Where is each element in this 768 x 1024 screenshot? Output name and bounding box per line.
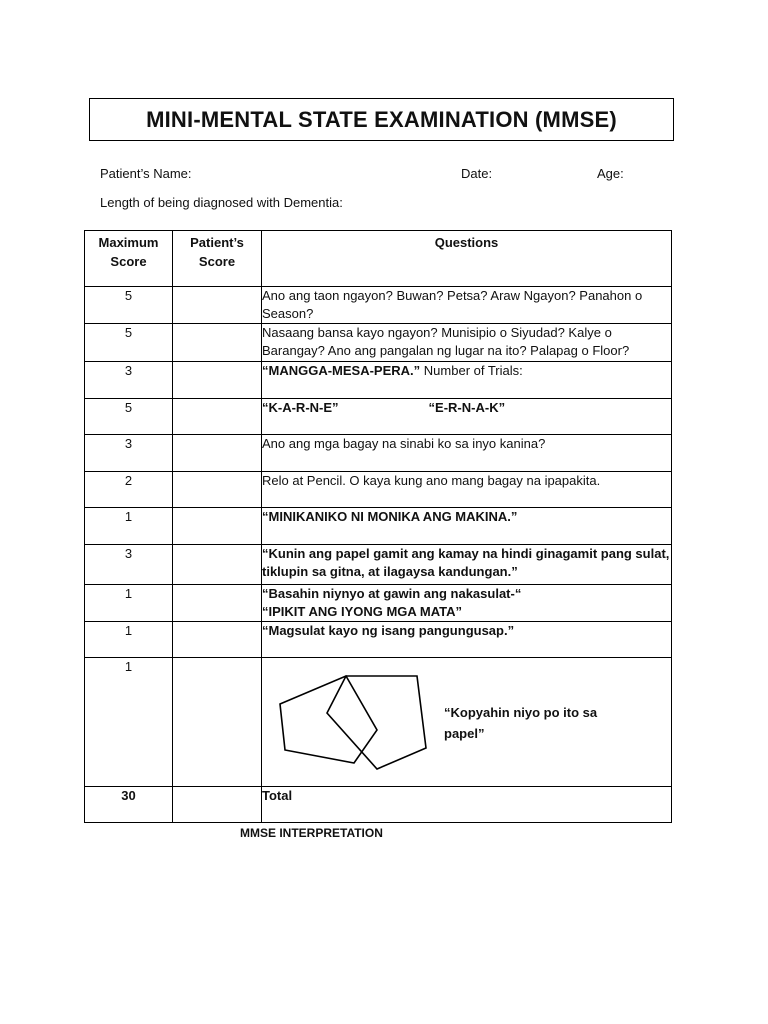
- table-row: [85, 508, 672, 545]
- trial-words: “MANGGA-MESA-PERA.”: [262, 363, 421, 378]
- spell-backward: “E-R-N-A-K”: [428, 400, 506, 415]
- max-score-cell: 3: [85, 545, 173, 585]
- mmse-table: [84, 230, 672, 823]
- patient-score-cell[interactable]: [173, 472, 262, 508]
- question-cell: Ano ang mga bagay na sinabi ko sa inyo kanina?: [262, 435, 672, 472]
- table-row: [85, 435, 672, 472]
- max-score-cell: 3: [85, 435, 173, 472]
- patient-score-cell[interactable]: [173, 362, 262, 399]
- max-score-cell: 5: [85, 287, 173, 324]
- question-cell: Nasaang bansa kayo ngayon? Munisipio o Siyudad? Kalye o Barangay? Ano ang pangalan ng lugar na ito? Palapag o Floor?: [262, 324, 672, 362]
- command-line: “IPIKIT ANG IYONG MGA MATA”: [262, 604, 463, 619]
- trial-count-label: Number of Trials:: [420, 363, 523, 378]
- question-cell: Relo at Pencil. O kaya kung ano mang bagay na ipapakita.: [262, 472, 672, 508]
- age-label: Age:: [597, 166, 624, 181]
- total-patient-score[interactable]: [173, 787, 262, 823]
- patient-score-cell[interactable]: [173, 658, 262, 787]
- max-score-cell: 2: [85, 472, 173, 508]
- diagnosis-length-label: Length of being diagnosed with Dementia:: [100, 195, 343, 210]
- table-row: [85, 399, 672, 435]
- question-cell: “MINIKANIKO NI MONIKA ANG MAKINA.”: [262, 508, 672, 545]
- header-questions: Questions: [262, 231, 672, 287]
- page-title: MINI-MENTAL STATE EXAMINATION (MMSE): [89, 98, 674, 141]
- table-row: [85, 622, 672, 658]
- table-row: [85, 545, 672, 585]
- patient-score-cell[interactable]: [173, 287, 262, 324]
- total-max-score: 30: [85, 787, 173, 823]
- patient-score-cell[interactable]: [173, 545, 262, 585]
- patient-score-cell[interactable]: [173, 324, 262, 362]
- patient-score-cell[interactable]: [173, 508, 262, 545]
- max-score-cell: 1: [85, 622, 173, 658]
- header-patient-score: Patient’s Score: [173, 231, 262, 287]
- question-cell: [262, 362, 672, 399]
- patient-score-cell[interactable]: [173, 585, 262, 622]
- patient-score-cell[interactable]: [173, 622, 262, 658]
- question-cell: Ano ang taon ngayon? Buwan? Petsa? Araw Ngayon? Panahon o Season?: [262, 287, 672, 324]
- max-score-cell: 3: [85, 362, 173, 399]
- patient-score-cell[interactable]: [173, 399, 262, 435]
- table-row: [85, 324, 672, 362]
- date-label: Date:: [461, 166, 493, 181]
- mmse-interpretation-heading: MMSE INTERPRETATION: [240, 826, 383, 840]
- header-max-score: Maximum Score: [85, 231, 173, 287]
- max-score-cell: 1: [85, 585, 173, 622]
- spell-forward: “K-A-R-N-E”: [262, 400, 339, 415]
- table-row: [85, 658, 672, 787]
- max-score-cell: 1: [85, 508, 173, 545]
- table-header-row: [85, 231, 672, 287]
- table-row: [85, 585, 672, 622]
- instruction-line: “Basahin niynyo at gawin ang nakasulat-“: [262, 586, 522, 601]
- question-cell: [262, 585, 672, 622]
- question-cell: “Magsulat kayo ng isang pangungusap.”: [262, 622, 672, 658]
- question-cell: [262, 658, 672, 787]
- patient-score-cell[interactable]: [173, 435, 262, 472]
- table-row: [85, 287, 672, 324]
- intersecting-pentagons-figure: [272, 668, 432, 778]
- question-cell: [262, 399, 672, 435]
- copy-instruction: “Kopyahin niyo po ito sa papel”: [444, 705, 598, 741]
- total-label: Total: [262, 787, 672, 823]
- table-row: [85, 362, 672, 399]
- question-cell: “Kunin ang papel gamit ang kamay na hindi ginagamit pang sulat, tiklupin sa gitna, at ilagaysa kandungan.”: [262, 545, 672, 585]
- table-row: [85, 472, 672, 508]
- max-score-cell: 1: [85, 658, 173, 787]
- total-row: [85, 787, 672, 823]
- patient-name-label: Patient’s Name:: [100, 166, 192, 181]
- max-score-cell: 5: [85, 399, 173, 435]
- max-score-cell: 5: [85, 324, 173, 362]
